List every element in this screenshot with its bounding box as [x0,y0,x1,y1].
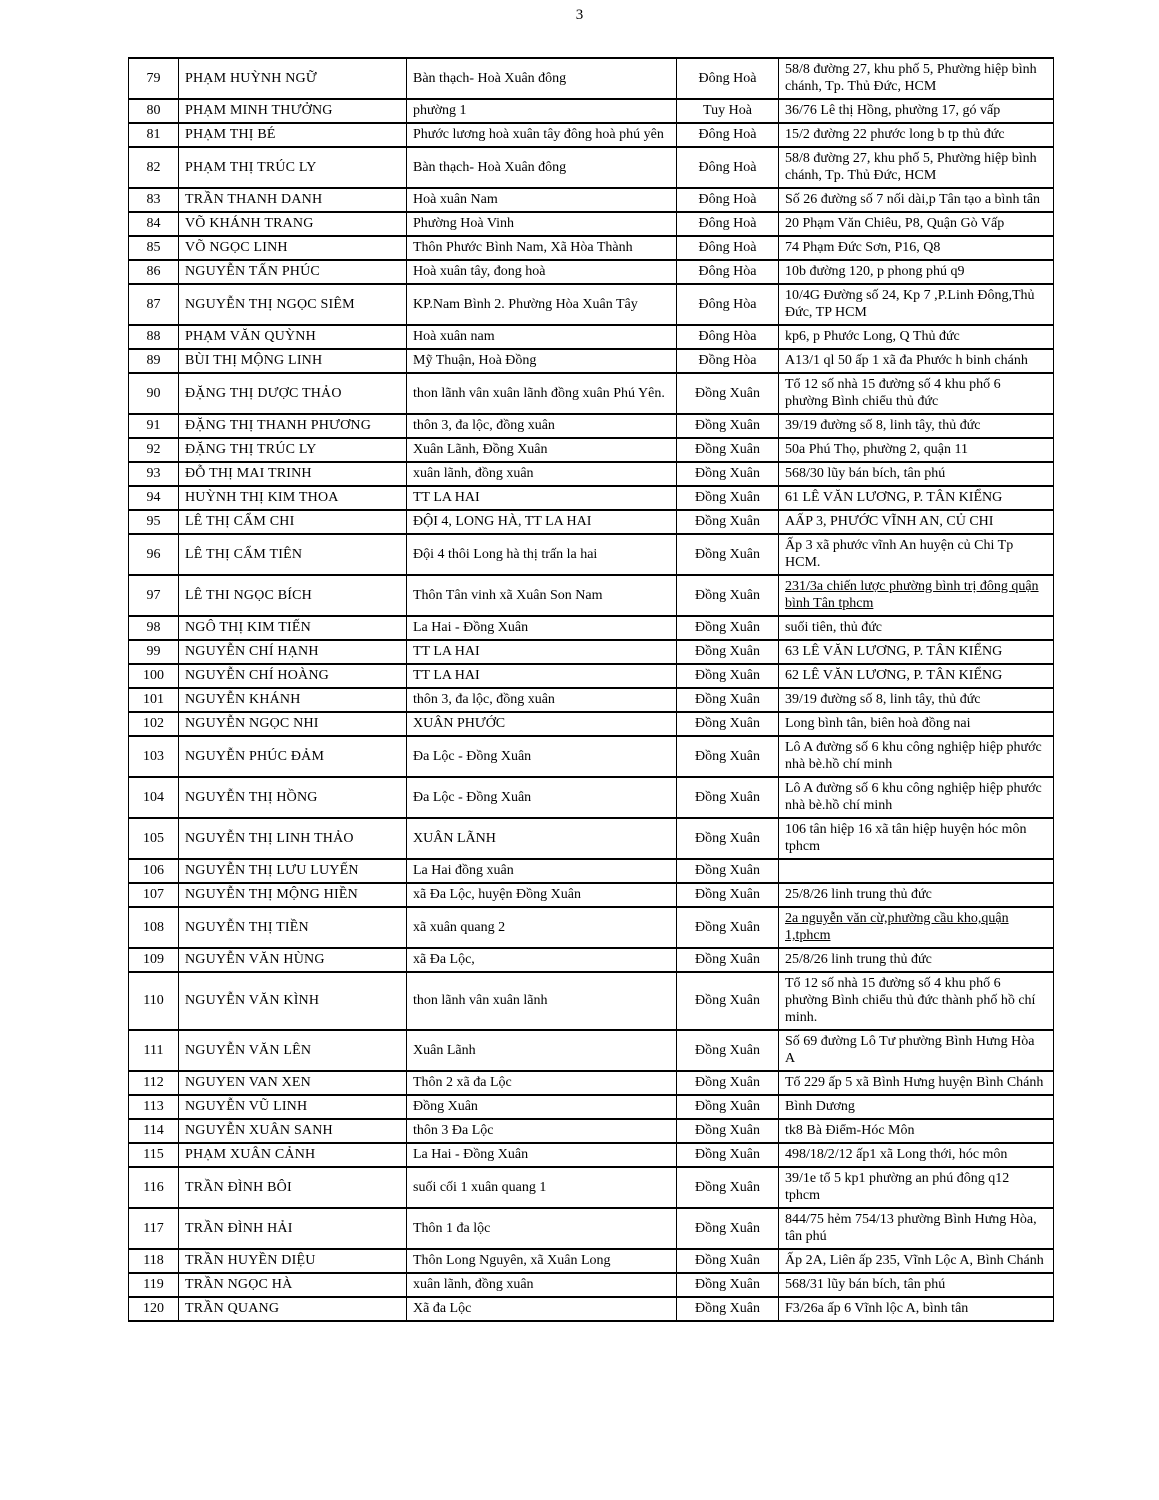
current-address: AẤP 3, PHƯỚC VĨNH AN, CỦ CHI [779,510,1054,534]
table-row [129,1249,1054,1273]
row-number: 83 [129,188,179,212]
table-row [129,640,1054,664]
current-address: Tổ 12 số nhà 15 đường số 4 khu phố 6 phường Bình chiểu thủ đức thành phố hồ chí minh. [779,972,1054,1030]
person-name: NGUYỄN THỊ MỘNG HIỀN [179,883,407,907]
person-name: TRẦN ĐÌNH HẢI [179,1208,407,1249]
origin-address: thôn 3, đa lộc, đồng xuân [407,414,677,438]
person-name: NGUYỄN THỊ NGỌC SIÊM [179,284,407,325]
table-row [129,1119,1054,1143]
current-address: Lô A đường số 6 khu công nghiệp hiệp phước nhà bè.hồ chí minh [779,777,1054,818]
district: Đồng Xuân [677,712,779,736]
origin-address: La Hai - Đồng Xuân [407,616,677,640]
table-row [129,212,1054,236]
person-name: NGUYỄN VĂN LÊN [179,1030,407,1071]
row-number: 85 [129,236,179,260]
table-row [129,260,1054,284]
origin-address: XUÂN PHƯỚC [407,712,677,736]
district: Đông Hòa [677,284,779,325]
district: Đồng Xuân [677,818,779,859]
table-row [129,859,1054,883]
row-number: 117 [129,1208,179,1249]
district: Đồng Xuân [677,438,779,462]
current-address: 568/30 lũy bán bích, tân phú [779,462,1054,486]
district: Đồng Xuân [677,1030,779,1071]
person-name: LÊ THỊ CẨM TIÊN [179,534,407,575]
origin-address: Xã đa Lộc [407,1297,677,1321]
table-row [129,1167,1054,1208]
origin-address: Xuân Lãnh, Đồng Xuân [407,438,677,462]
row-number: 93 [129,462,179,486]
current-address: Bình Dương [779,1095,1054,1119]
person-name: TRẦN QUANG [179,1297,407,1321]
origin-address: Phước lương hoà xuân tây đông hoà phú yên [407,123,677,147]
table-row [129,236,1054,260]
table-row [129,462,1054,486]
person-name: NGUYEN VAN XEN [179,1071,407,1095]
person-name: PHẠM THỊ TRÚC LY [179,147,407,188]
origin-address: La Hai - Đồng Xuân [407,1143,677,1167]
current-address: 36/76 Lê thị Hồng, phường 17, gó vấp [779,99,1054,123]
district: Đồng Xuân [677,486,779,510]
district: Đồng Xuân [677,534,779,575]
current-address: 25/8/26 linh trung thủ đức [779,948,1054,972]
origin-address: Đội 4 thôi Long hà thị trấn la hai [407,534,677,575]
person-name: NGUYỄN VĂN KÌNH [179,972,407,1030]
row-number: 111 [129,1030,179,1071]
district: Đồng Xuân [677,883,779,907]
person-name: PHẠM THỊ BÉ [179,123,407,147]
origin-address: xã Đa Lộc, huyện Đồng Xuân [407,883,677,907]
table-row [129,712,1054,736]
person-name: LÊ THI NGỌC BÍCH [179,575,407,616]
current-address: 106 tân hiệp 16 xã tân hiệp huyện hóc môn tphcm [779,818,1054,859]
origin-address: Phường Hoà Vinh [407,212,677,236]
table-row [129,414,1054,438]
row-number: 109 [129,948,179,972]
row-number: 94 [129,486,179,510]
table-row [129,349,1054,373]
district: Đồng Xuân [677,1119,779,1143]
origin-address: ĐỘI 4, LONG HÀ, TT LA HAI [407,510,677,534]
row-number: 107 [129,883,179,907]
person-name: VÕ NGỌC LINH [179,236,407,260]
table-row [129,972,1054,1030]
origin-address: Đồng Xuân [407,1095,677,1119]
current-address: 58/8 đường 27, khu phố 5, Phường hiệp bình chánh, Tp. Thủ Đức, HCM [779,147,1054,188]
person-name: NGUYỄN PHÚC ĐẢM [179,736,407,777]
current-address: 39/19 đường số 8, linh tây, thủ đức [779,414,1054,438]
district: Đồng Xuân [677,414,779,438]
table-row [129,1095,1054,1119]
district: Đồng Xuân [677,1095,779,1119]
table-row [129,325,1054,349]
row-number: 89 [129,349,179,373]
current-address: suối tiên, thủ đức [779,616,1054,640]
table-row [129,777,1054,818]
district: Đồng Xuân [677,616,779,640]
row-number: 100 [129,664,179,688]
table-row [129,188,1054,212]
current-address: 10/4G Đường số 24, Kp 7 ,P.Linh Đông,Thủ Đức, TP HCM [779,284,1054,325]
origin-address: xuân lãnh, đồng xuân [407,462,677,486]
origin-address: suối cối 1 xuân quang 1 [407,1167,677,1208]
district: Đồng Hòa [677,349,779,373]
table-row [129,664,1054,688]
table-row [129,1273,1054,1297]
origin-address: Hoà xuân tây, đong hoà [407,260,677,284]
district: Đồng Xuân [677,1071,779,1095]
origin-address: KP.Nam Bình 2. Phường Hòa Xuân Tây [407,284,677,325]
origin-address: Đa Lộc - Đồng Xuân [407,777,677,818]
person-name: ĐỖ THỊ MAI TRINH [179,462,407,486]
row-number: 103 [129,736,179,777]
person-name: NGUYỄN CHÍ HOÀNG [179,664,407,688]
district: Đông Hoà [677,147,779,188]
table-row [129,688,1054,712]
table-row [129,99,1054,123]
row-number: 92 [129,438,179,462]
table-row [129,948,1054,972]
person-name: VÕ KHÁNH TRANG [179,212,407,236]
person-name: PHẠM VĂN QUỲNH [179,325,407,349]
origin-address: Bàn thạch- Hoà Xuân đông [407,147,677,188]
row-number: 112 [129,1071,179,1095]
district: Đồng Xuân [677,972,779,1030]
person-name: NGUYỄN KHÁNH [179,688,407,712]
row-number: 115 [129,1143,179,1167]
origin-address: La Hai đồng xuân [407,859,677,883]
origin-address: Thôn Tân vinh xã Xuân Son Nam [407,575,677,616]
district: Đồng Xuân [677,1143,779,1167]
current-address: Số 26 đường số 7 nối dài,p Tân tạo a bình tân [779,188,1054,212]
row-number: 97 [129,575,179,616]
current-address: Số 69 đường Lô Tư phường Bình Hưng Hòa A [779,1030,1054,1071]
person-name: NGUYỄN XUÂN SANH [179,1119,407,1143]
district: Đồng Xuân [677,948,779,972]
person-name: PHẠM HUỲNH NGỮ [179,58,407,99]
district: Đồng Xuân [677,640,779,664]
person-name: HUỲNH THỊ KIM THOA [179,486,407,510]
current-address: 844/75 hẻm 754/13 phường Bình Hưng Hòa, tân phú [779,1208,1054,1249]
current-address: A13/1 ql 50 ấp 1 xã đa Phước h binh chánh [779,349,1054,373]
origin-address: Thôn 1 đa lộc [407,1208,677,1249]
person-name: ĐẶNG THỊ TRÚC LY [179,438,407,462]
district: Đồng Xuân [677,777,779,818]
table-row [129,147,1054,188]
current-address: 2a nguyễn văn cừ,phường cầu kho,quận 1,tphcm [779,907,1054,948]
table-row [129,1071,1054,1095]
row-number: 113 [129,1095,179,1119]
current-address: 15/2 đường 22 phước long b tp thủ đức [779,123,1054,147]
person-name: TRẦN THANH DANH [179,188,407,212]
district: Đồng Xuân [677,859,779,883]
table-row [129,510,1054,534]
table-row [129,123,1054,147]
current-address: Ấp 2A, Liên ấp 235, Vĩnh Lộc A, Bình Chánh [779,1249,1054,1273]
row-number: 82 [129,147,179,188]
table-row [129,1297,1054,1321]
table-row [129,373,1054,414]
row-number: 102 [129,712,179,736]
person-name: LÊ THỊ CẨM CHI [179,510,407,534]
row-number: 87 [129,284,179,325]
origin-address: Thôn 2 xã đa Lộc [407,1071,677,1095]
row-number: 105 [129,818,179,859]
origin-address: Bàn thạch- Hoà Xuân đông [407,58,677,99]
table-row [129,284,1054,325]
district: Đồng Xuân [677,664,779,688]
current-address: 62 LÊ VĂN LƯƠNG, P. TÂN KIỂNG [779,664,1054,688]
origin-address: thôn 3, đa lộc, đồng xuân [407,688,677,712]
district: Đồng Xuân [677,510,779,534]
origin-address: Thôn Phước Bình Nam, Xã Hòa Thành [407,236,677,260]
current-address: 498/18/2/12 ấp1 xã Long thới, hóc môn [779,1143,1054,1167]
origin-address: Đa Lộc - Đồng Xuân [407,736,677,777]
current-address: 63 LÊ VĂN LƯƠNG, P. TÂN KIỂNG [779,640,1054,664]
district: Đồng Xuân [677,1249,779,1273]
row-number: 79 [129,58,179,99]
current-address: Tổ 229 ấp 5 xã Bình Hưng huyện Bình Chánh [779,1071,1054,1095]
table-row [129,58,1054,99]
table-row [129,575,1054,616]
person-name: ĐẶNG THỊ DƯỢC THẢO [179,373,407,414]
person-name: NGUYỄN THỊ HỒNG [179,777,407,818]
person-name: NGUYỄN THỊ TIỀN [179,907,407,948]
table-body [129,58,1054,1321]
person-name: NGÔ THỊ KIM TIẾN [179,616,407,640]
current-address: 10b đường 120, p phong phú q9 [779,260,1054,284]
row-number: 95 [129,510,179,534]
table-row [129,883,1054,907]
origin-address: TT LA HAI [407,640,677,664]
district: Tuy Hoà [677,99,779,123]
district: Đồng Xuân [677,1273,779,1297]
district: Đông Hòa [677,325,779,349]
district: Đông Hoà [677,236,779,260]
district: Đông Hòa [677,260,779,284]
current-address: 25/8/26 linh trung thủ đức [779,883,1054,907]
current-address: Ấp 3 xã phước vĩnh An huyện củ Chi Tp HCM. [779,534,1054,575]
current-address: 20 Phạm Văn Chiêu, P8, Quận Gò Vấp [779,212,1054,236]
current-address: tk8 Bà Điểm-Hóc Môn [779,1119,1054,1143]
row-number: 81 [129,123,179,147]
row-number: 119 [129,1273,179,1297]
district: Đồng Xuân [677,1208,779,1249]
origin-address: xuân lãnh, đồng xuân [407,1273,677,1297]
table-row [129,907,1054,948]
person-name: TRẦN HUYỀN DIỆU [179,1249,407,1273]
current-address: 39/19 đường số 8, linh tây, thủ đức [779,688,1054,712]
origin-address: xã xuân quang 2 [407,907,677,948]
row-number: 99 [129,640,179,664]
district: Đồng Xuân [677,373,779,414]
row-number: 86 [129,260,179,284]
row-number: 114 [129,1119,179,1143]
origin-address: thon lãnh vân xuân lãnh [407,972,677,1030]
row-number: 88 [129,325,179,349]
row-number: 106 [129,859,179,883]
origin-address: Hoà xuân Nam [407,188,677,212]
current-address: 50a Phú Thọ, phường 2, quận 11 [779,438,1054,462]
current-address: Long bình tân, biên hoà đồng nai [779,712,1054,736]
current-address: Lô A đường số 6 khu công nghiệp hiệp phước nhà bè.hồ chí minh [779,736,1054,777]
person-name: PHẠM XUÂN CẢNH [179,1143,407,1167]
person-name: NGUYỄN VŨ LINH [179,1095,407,1119]
row-number: 104 [129,777,179,818]
origin-address: TT LA HAI [407,664,677,688]
person-name: NGUYỄN THỊ LƯU LUYẾN [179,859,407,883]
district: Đồng Xuân [677,462,779,486]
district: Đồng Xuân [677,688,779,712]
district: Đông Hoà [677,212,779,236]
person-name: NGUYỄN VĂN HÙNG [179,948,407,972]
person-name: NGUYỄN NGỌC NHI [179,712,407,736]
origin-address: Hoà xuân nam [407,325,677,349]
row-number: 120 [129,1297,179,1321]
row-number: 110 [129,972,179,1030]
current-address: 74 Phạm Đức Sơn, P16, Q8 [779,236,1054,260]
person-name: TRẦN NGỌC HÀ [179,1273,407,1297]
current-address: kp6, p Phước Long, Q Thủ đức [779,325,1054,349]
person-name: NGUYỄN CHÍ HẠNH [179,640,407,664]
district: Đông Hoà [677,188,779,212]
table-row [129,736,1054,777]
origin-address: thon lãnh vân xuân lãnh đồng xuân Phú Yên. [407,373,677,414]
table-row [129,486,1054,510]
row-number: 116 [129,1167,179,1208]
current-address: 58/8 đường 27, khu phố 5, Phường hiệp bình chánh, Tp. Thủ Đức, HCM [779,58,1054,99]
table-row [129,1208,1054,1249]
people-table [128,57,1054,1322]
table-row [129,1030,1054,1071]
person-name: ĐẶNG THỊ THANH PHƯƠNG [179,414,407,438]
row-number: 118 [129,1249,179,1273]
origin-address: thôn 3 Đa Lộc [407,1119,677,1143]
current-address: Tổ 12 số nhà 15 đường số 4 khu phố 6 phường Bình chiểu thủ đức [779,373,1054,414]
origin-address: XUÂN LÃNH [407,818,677,859]
row-number: 98 [129,616,179,640]
origin-address: Xuân Lãnh [407,1030,677,1071]
person-name: BÙI THỊ MỘNG LINH [179,349,407,373]
current-address [779,859,1054,883]
table-row [129,534,1054,575]
origin-address: Thôn Long Nguyên, xã Xuân Long [407,1249,677,1273]
row-number: 91 [129,414,179,438]
row-number: 101 [129,688,179,712]
row-number: 96 [129,534,179,575]
current-address: 568/31 lũy bán bích, tân phú [779,1273,1054,1297]
origin-address: xã Đa Lộc, [407,948,677,972]
table-row [129,438,1054,462]
current-address: 61 LÊ VĂN LƯƠNG, P. TÂN KIỂNG [779,486,1054,510]
origin-address: phường 1 [407,99,677,123]
row-number: 108 [129,907,179,948]
table-row [129,818,1054,859]
current-address: 231/3a chiến lược phường bình trị đông quận bình Tân tphcm [779,575,1054,616]
district: Đồng Xuân [677,575,779,616]
current-address: F3/26a ấp 6 Vĩnh lộc A, bình tân [779,1297,1054,1321]
row-number: 80 [129,99,179,123]
district: Đồng Xuân [677,907,779,948]
person-name: PHẠM MINH THƯỞNG [179,99,407,123]
district: Đông Hoà [677,123,779,147]
person-name: TRẦN ĐÌNH BÔI [179,1167,407,1208]
district: Đông Hoà [677,58,779,99]
district: Đồng Xuân [677,736,779,777]
origin-address: Mỹ Thuận, Hoà Đồng [407,349,677,373]
district: Đồng Xuân [677,1167,779,1208]
table-row [129,616,1054,640]
page-number: 3 [575,7,584,23]
row-number: 90 [129,373,179,414]
row-number: 84 [129,212,179,236]
person-name: NGUYỄN TẤN PHÚC [179,260,407,284]
person-name: NGUYỄN THỊ LINH THẢO [179,818,407,859]
origin-address: TT LA HAI [407,486,677,510]
table-row [129,1143,1054,1167]
district: Đồng Xuân [677,1297,779,1321]
current-address: 39/1e tổ 5 kp1 phường an phú đông q12 tphcm [779,1167,1054,1208]
